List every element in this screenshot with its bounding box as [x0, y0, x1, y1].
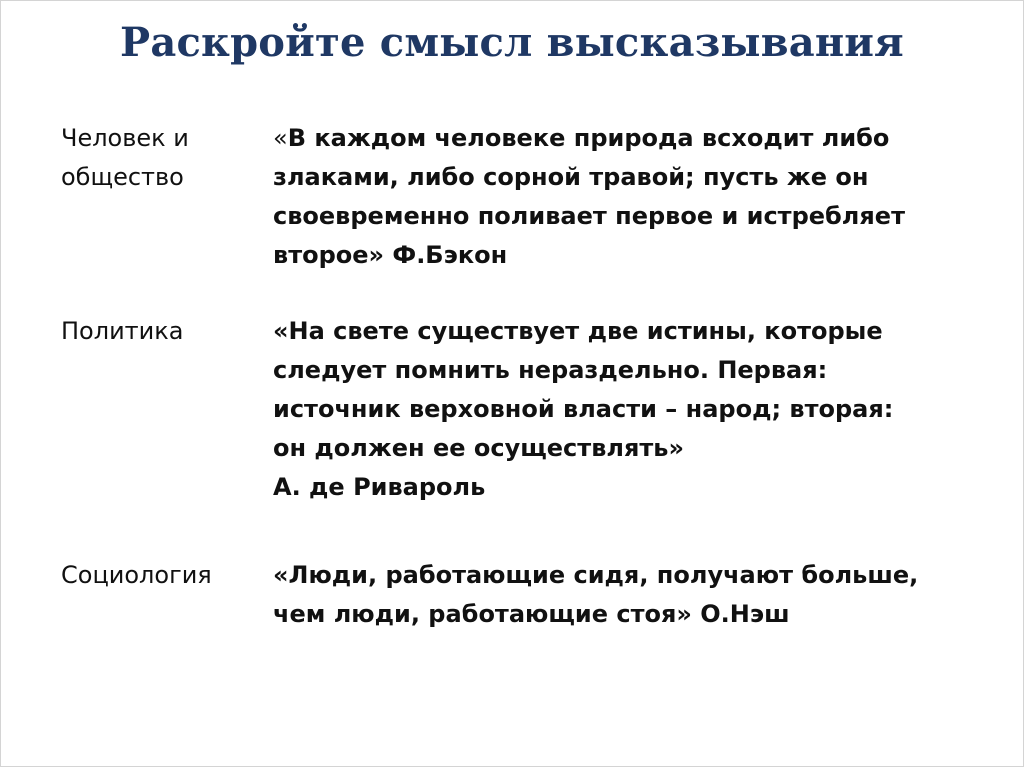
- topic-label: [61, 312, 246, 351]
- quote-text: [273, 119, 993, 275]
- quote-text: [273, 556, 993, 634]
- topic-line: Политика: [61, 317, 184, 345]
- topic-line: общество: [61, 163, 184, 191]
- slide-title: Раскройте смысл высказывания: [120, 19, 904, 66]
- quote-line-text: В каждом человеке природа всходит либо: [287, 124, 890, 152]
- quote-line: он должен ее осуществлять»: [273, 434, 684, 462]
- topic-label: [61, 119, 246, 197]
- quote-line: А. де Ривароль: [273, 473, 486, 501]
- topic-label: [61, 556, 246, 595]
- quote-line: чем люди, работающие стоя» О.Нэш: [273, 600, 790, 628]
- quote-line: [273, 119, 993, 158]
- quote-line: своевременно поливает первое и истребляет: [273, 202, 905, 230]
- quote-line: второе» Ф.Бэкон: [273, 241, 508, 269]
- quote-line: «Люди, работающие сидя, получают больше,: [273, 561, 919, 589]
- quote-text: [273, 312, 993, 507]
- open-quote-mark: «: [273, 124, 288, 152]
- quote-line: следует помнить нераздельно. Первая:: [273, 356, 828, 384]
- quote-line: «На свете существует две истины, которые: [273, 317, 883, 345]
- topic-line: Человек и: [61, 124, 189, 152]
- quote-line: злаками, либо сорной травой; пусть же он: [273, 163, 869, 191]
- quote-line: источник верховной власти – народ; вторая:: [273, 395, 894, 423]
- topic-line: Социология: [61, 561, 212, 589]
